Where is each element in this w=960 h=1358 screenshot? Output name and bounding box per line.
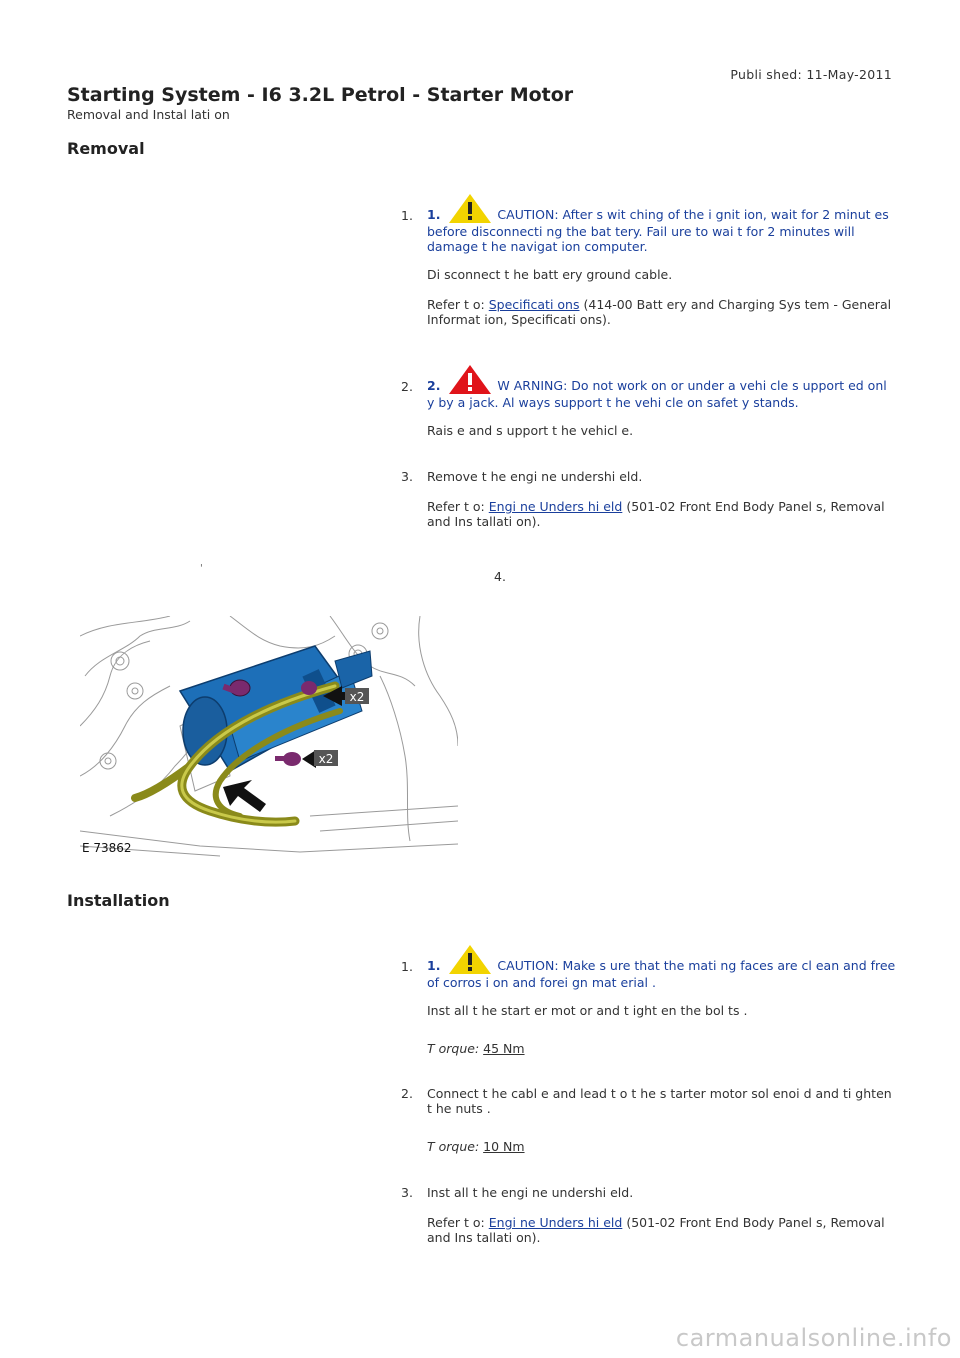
removal-step-1 — [427, 193, 897, 327]
torque-line — [427, 1041, 897, 1056]
removal-step-3-number: 3. — [401, 469, 413, 484]
caution-text: CAUTION: Make s ure that the mati ng faces are cl ean and free of corros i on and forei gn mat erial . — [427, 958, 896, 990]
refer-line — [427, 297, 897, 327]
installation-heading: Installation — [67, 891, 170, 910]
refer-suffix: (501-02 Front End Body Panel s, Removal and Ins tallati on). — [427, 1215, 885, 1245]
installation-step-2-number: 2. — [401, 1086, 413, 1101]
step-text: Remove t he engi ne undershi eld. — [427, 469, 643, 484]
refer-prefix: Refer t o: — [427, 499, 485, 514]
refer-line — [427, 499, 897, 529]
caution-text: CAUTION: After s wit ching of the i gnit ion, wait for 2 minut es before disconnecti ng the bat tery. Fail ure to wai t for 2 minutes will damage t he navigat ion computer. — [427, 207, 889, 254]
torque-line — [427, 1139, 897, 1154]
engine-undershield-link[interactable]: Engi ne Unders hi eld — [488, 499, 623, 514]
refer-suffix: (414-00 Batt ery and Charging Sys tem - General Informat ion, Specificati ons). — [427, 297, 892, 327]
step-bold-number: 1. — [427, 958, 441, 973]
stray-mark: ' — [200, 563, 203, 574]
step-text: Connect t he cabl e and lead t o t he s tarter motor sol enoi d and ti ghten t he nuts . — [427, 1086, 892, 1116]
step-bold-number: 1. — [427, 207, 441, 222]
removal-step-2 — [427, 364, 897, 438]
callout-x2-lower: x2 — [318, 752, 334, 766]
published-date: Publi shed: 11-May-2011 — [730, 67, 892, 82]
page-subtitle: Removal and Instal lati on — [67, 107, 230, 122]
caution-triangle-icon — [448, 193, 492, 224]
torque-label: T orque: — [427, 1041, 480, 1056]
page-title: Starting System - I6 3.2L Petrol - Starter Motor — [67, 84, 574, 106]
refer-prefix: Refer t o: — [427, 1215, 485, 1230]
torque-value: 45 Nm — [483, 1041, 525, 1056]
removal-step-2-number: 2. — [401, 379, 413, 394]
removal-heading: Removal — [67, 139, 145, 158]
specifications-link[interactable]: Specificati ons — [488, 297, 580, 312]
warning-triangle-icon — [448, 364, 492, 395]
installation-step-1 — [427, 944, 897, 1056]
step-text: Inst all t he engi ne undershi eld. — [427, 1185, 634, 1200]
installation-step-2 — [427, 1086, 897, 1154]
removal-step-3 — [427, 469, 897, 529]
torque-label: T orque: — [427, 1139, 480, 1154]
step-bold-number: 2. — [427, 378, 441, 393]
step-text: Rais e and s upport t he vehicl e. — [427, 423, 634, 438]
removal-step-4-number: 4. — [494, 569, 506, 584]
engine-undershield-link[interactable]: Engi ne Unders hi eld — [488, 1215, 623, 1230]
refer-prefix: Refer t o: — [427, 297, 485, 312]
refer-line — [427, 1215, 897, 1245]
callout-x2-upper: x2 — [349, 690, 365, 704]
starter-motor-illustration — [80, 616, 458, 858]
installation-step-3 — [427, 1185, 897, 1245]
installation-step-1-number: 1. — [401, 959, 413, 974]
torque-value: 10 Nm — [483, 1139, 525, 1154]
site-watermark: carmanualsonline.info — [675, 1324, 952, 1352]
figure-id-label: E 73862 — [82, 841, 132, 855]
installation-step-3-number: 3. — [401, 1185, 413, 1200]
refer-suffix: (501-02 Front End Body Panel s, Removal and Ins tallati on). — [427, 499, 885, 529]
step-text: Inst all t he start er mot or and t ight en the bol ts . — [427, 1003, 748, 1018]
removal-step-1-number: 1. — [401, 208, 413, 223]
warning-text: W ARNING: Do not work on or under a vehi cle s upport ed onl y by a jack. Al ways support t he vehi cle on safet y stands. — [427, 378, 887, 410]
caution-triangle-icon — [448, 944, 492, 975]
step-text: Di sconnect t he batt ery ground cable. — [427, 267, 673, 282]
